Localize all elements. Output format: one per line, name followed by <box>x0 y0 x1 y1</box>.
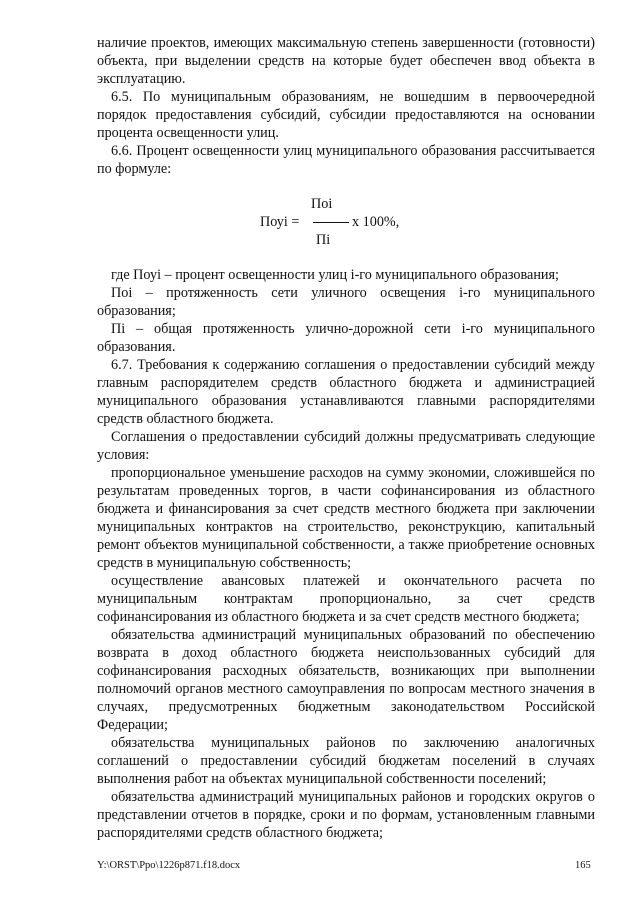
definition-pouі: где Поуі – процент освещенности улиц і-го муниципального образования; <box>111 267 559 283</box>
condition-reports: обязательства администраций муниципальных районов и городских округов о представлении отчетов в порядке, сроки и по формам, установленным главными распорядителями средств областного бюджета; <box>97 789 595 841</box>
page-number: 165 <box>575 860 591 871</box>
formula-denominator: Пі <box>316 232 331 248</box>
formula-numerator: Поі <box>311 196 333 212</box>
footer-file-path: Y:\ORST\Ppo\1226p871.f18.docx <box>97 860 241 871</box>
formula-rhs: х 100%, <box>352 214 400 230</box>
paragraph-6-7: 6.7. Требования к содержанию соглашения о предоставлении субсидий между главным распорядителем средств областного бюджета и администрацией муниципального образования устанавливаются главными распорядителями средств областного бюджета. <box>97 357 595 427</box>
paragraph-conditions-intro: Соглашения о предоставлении субсидий должны предусматривать следующие условия: <box>97 429 595 463</box>
condition-refund-obligations: обязательства администраций муниципальных образований по обеспечению возврата в доход областного бюджета неиспользованных субсидий для софинансирования расходных обязательств, возникающих при выполнении полномочий органов местного самоуправления по вопросам местного значения в случаях, предусмотренных бюджетным законодательством Российской Федерации; <box>97 627 595 733</box>
fraction-line <box>313 222 349 223</box>
definition-poi: Поі – протяженность сети уличного освещения і-го муниципального образования; <box>97 285 595 319</box>
condition-advance-payments: осуществление авансовых платежей и окончательного расчета по муниципальным контрактам пропорционально, за счет средств софинансирования из областного бюджета и за счет средств местного бюджета; <box>97 573 595 625</box>
paragraph-6-5: 6.5. По муниципальным образованиям, не вошедшим в первоочередной порядок предоставления субсидий, субсидии предоставляются на основании процента освещенности улиц. <box>97 89 595 141</box>
condition-district-agreements: обязательства муниципальных районов по заключению аналогичных соглашений о предоставлении субсидий бюджетам поселений в случаях выполнения работ на объектах муниципальной собственности поселений; <box>97 735 595 787</box>
paragraph-readiness: наличие проектов, имеющих максимальную степень завершенности (готовности) объекта, при выделении средств на которые будет обеспечен ввод объекта в эксплуатацию. <box>97 35 595 87</box>
condition-proportional-reduction: пропорциональное уменьшение расходов на сумму экономии, сложившейся по результатам проведенных торгов, в части софинансирования из областного бюджета и финансирования за счет средств местного бюджета при заключении муниципальных контрактов на строительство, реконструкцию, капитальный ремонт объектов муниципальной собственности, а также приобретение основных средств в муниципальную собственность; <box>97 465 595 571</box>
paragraph-6-6: 6.6. Процент освещенности улиц муниципального образования рассчитывается по формуле: <box>97 143 595 177</box>
formula <box>97 188 595 256</box>
definition-pi: Пі – общая протяженность улично-дорожной сети і-го муниципального образования. <box>97 321 595 355</box>
formula-lhs: Поуі = <box>260 214 300 230</box>
document-page <box>97 34 595 842</box>
